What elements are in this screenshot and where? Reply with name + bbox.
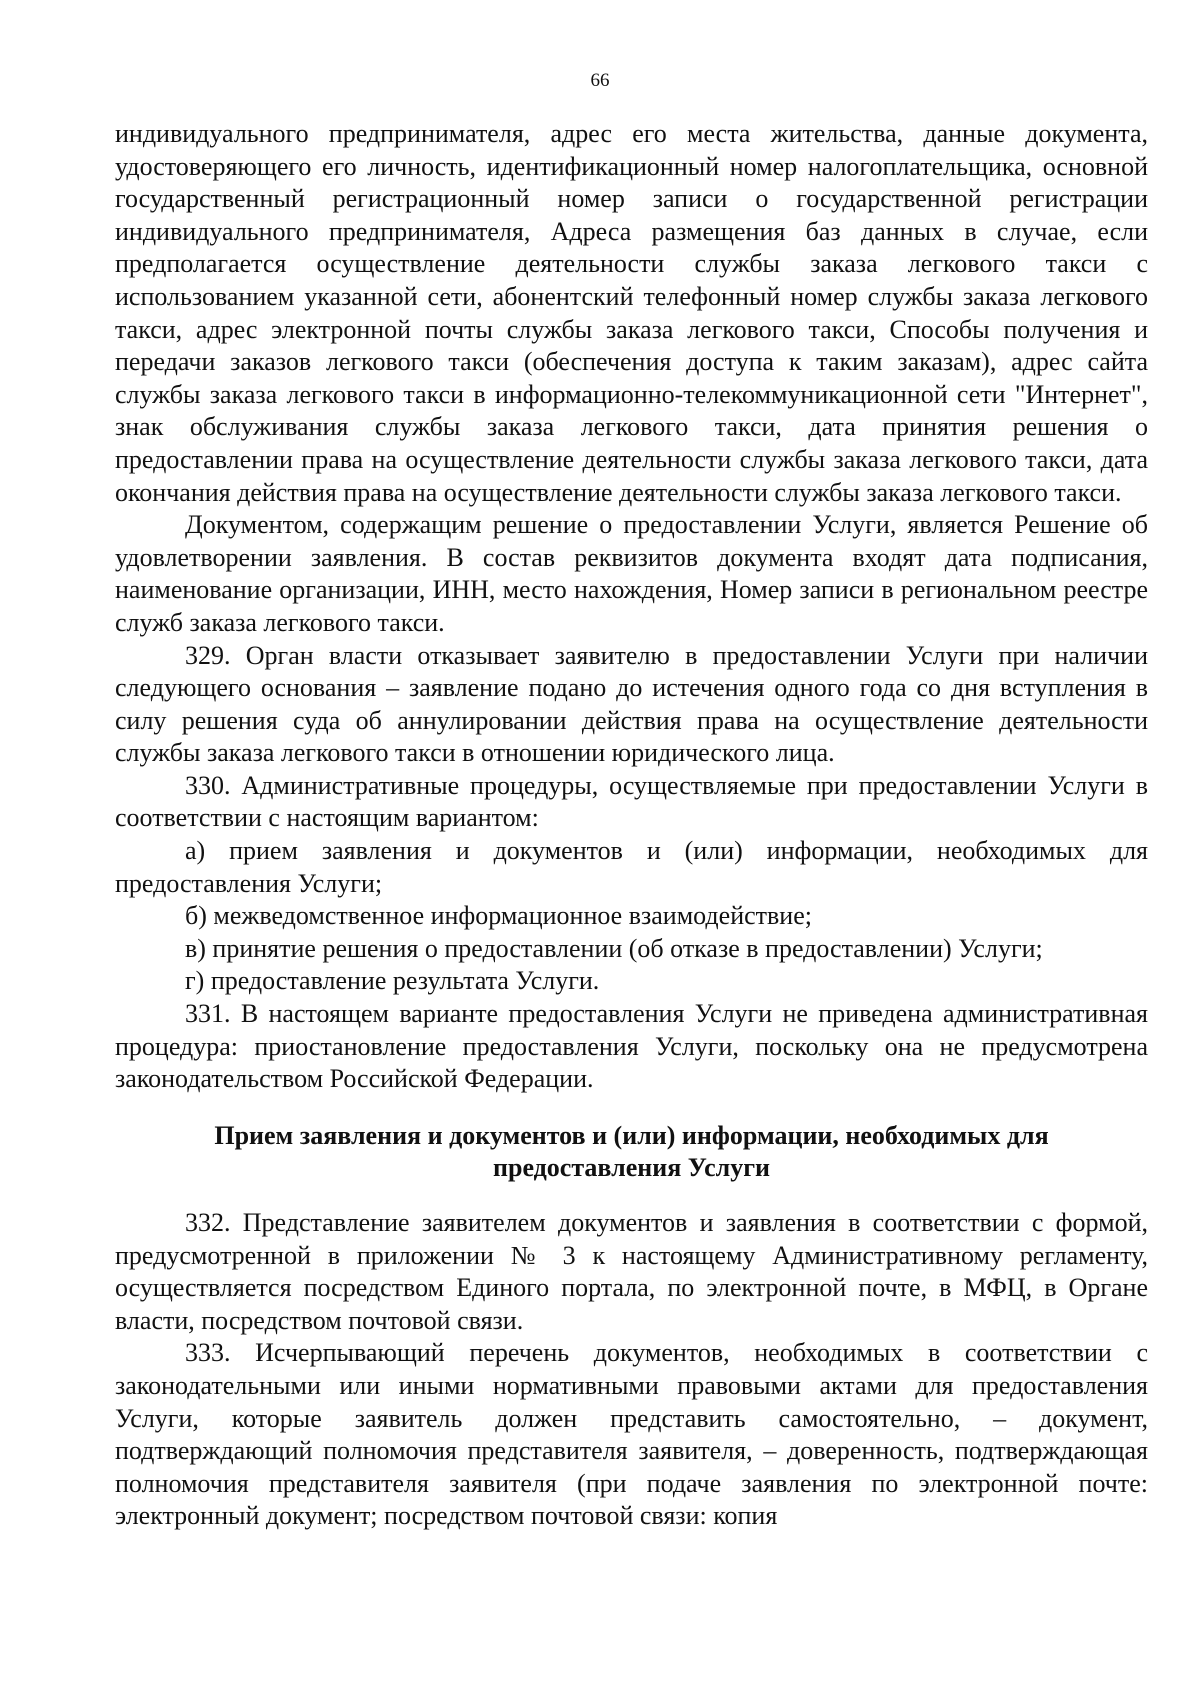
paragraph-330: 330. Административные процедуры, осуществляемые при предоставлении Услуги в соответствии с настоящим вариантом: — [115, 770, 1148, 833]
paragraph-332: 332. Представление заявителем документов и заявления в соответствии с формой, предусмотренной в приложении № 3 к настоящему Административному регламенту, осуществляется посредством Единого портала, по электронной почте, в МФЦ, в Органе власти, посредством почтовой связи. — [115, 1208, 1148, 1335]
paragraph-decision-document: Документом, содержащим решение о предоставлении Услуги, является Решение об удовлетворении заявления. В состав реквизитов документа входят дата подписания, наименование организации, ИНН, место нахождения, Номер записи в региональном реестре служб заказа легкового такси. — [115, 510, 1148, 637]
paragraph-continuation: индивидуального предпринимателя, адрес его места жительства, данные документа, удостоверяющего его личность, идентификационный номер налогоплательщика, основной государственный регистрационный номер записи о государственной регистрации индивидуального предпринимателя, Адреса размещения баз данных в случае, если предполагается осуществление деятельности службы заказа легкового такси с использованием указанной сети, абонентский телефонный номер службы заказа легкового такси, адрес электронной почты службы заказа легкового такси, Способы получения и передачи заказов легкового такси (обеспечения доступа к таким заказам), адрес сайта службы заказа легкового такси в информационно-телекоммуникационной сети "Интернет", знак обслуживания службы заказа легкового такси, дата принятия решения о предоставлении права на осуществление деятельности службы заказа легкового такси, дата окончания действия права на осуществление деятельности службы заказа легкового такси. — [115, 119, 1148, 507]
list-item-g: г) предоставление результата Услуги. — [185, 966, 600, 996]
list-item-v: в) принятие решения о предоставлении (об отказе в предоставлении) Услуги; — [185, 933, 1043, 963]
list-item-a: а) прием заявления и документов и (или) информации, необходимых для предоставления Услуги; — [115, 836, 1148, 898]
section-heading: Прием заявления и документов и (или) информации, необходимых для предоставления Услуги — [214, 1120, 1049, 1183]
paragraph-331: 331. В настоящем варианте предоставления Услуги не приведена административная процедура: приостановление предоставления Услуги, поскольку она не предусмотрена законодательством Российской Федерации. — [115, 999, 1148, 1094]
paragraph-329: 329. Орган власти отказывает заявителю в предоставлении Услуги при наличии следующего основания – заявление подано до истечения одного года со дня вступления в силу решения суда об аннулировании действия права на осуществление деятельности службы заказа легкового такси в отношении юридического лица. — [115, 640, 1148, 768]
page-number: 66 — [590, 70, 610, 91]
paragraph-333: 333. Исчерпывающий перечень документов, необходимых в соответствии с законодательными или иными нормативными правовыми актами для предоставления Услуги, которые заявитель должен представить самостоятельно, – документ, подтверждающий полномочия представителя заявителя, – доверенность, подтверждающая полномочия представителя заявителя (при подаче заявления по электронной почте: электронный документ; посредством почтовой связи: копия — [115, 1338, 1148, 1531]
list-item-b: б) межведомственное информационное взаимодействие; — [185, 901, 812, 931]
document-body — [115, 118, 1148, 1533]
